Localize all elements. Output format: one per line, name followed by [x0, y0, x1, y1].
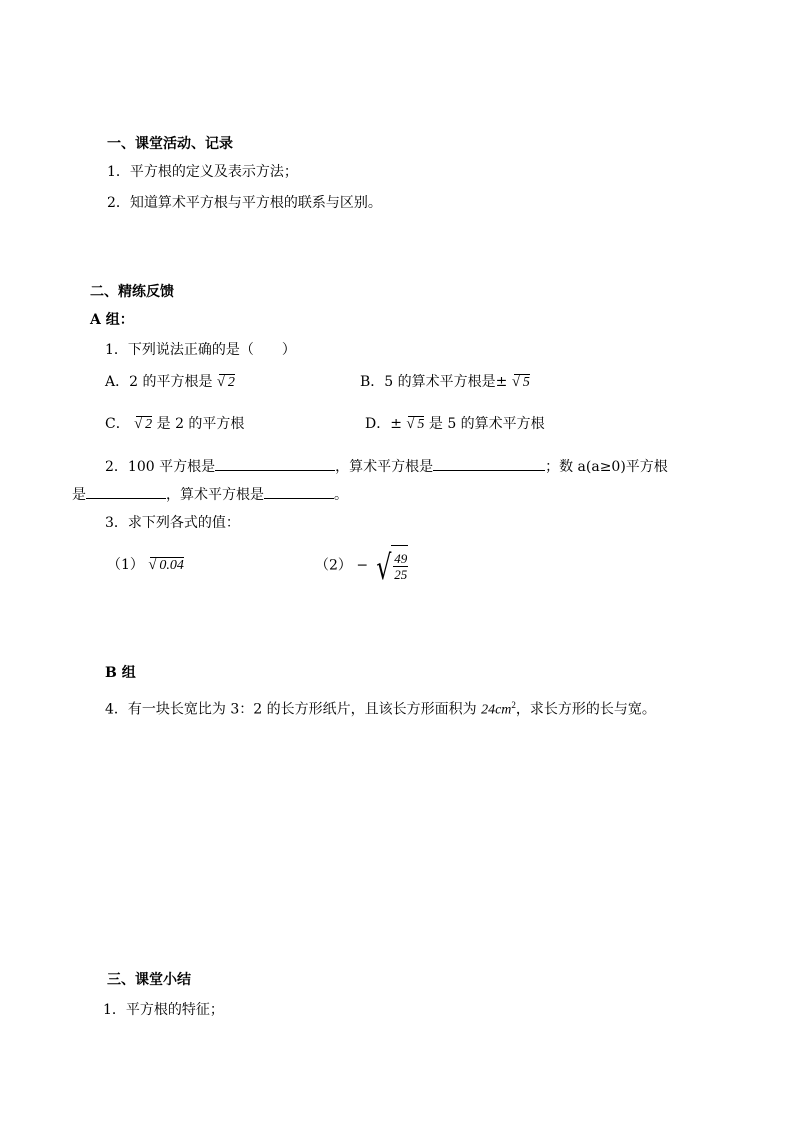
question-2-line-2 — [72, 484, 348, 505]
group-a-label: A 组： — [90, 312, 134, 328]
q4-prefix: 4．有一块长宽比为 3：2 的长方形纸片，且该长方形面积为 — [105, 701, 482, 718]
q2-part-6: 。 — [334, 487, 348, 503]
fraction-denominator: 25 — [394, 566, 408, 582]
answer-blank-2[interactable] — [433, 456, 545, 471]
fraction-numerator: 49 — [394, 550, 408, 566]
option-c-radical: √ 2 — [136, 416, 152, 433]
q3-part-1 — [107, 555, 184, 575]
section-3-item-1: 1．平方根的特征； — [103, 1002, 224, 1018]
option-b-text: B．5 的算术平方根是± — [360, 374, 508, 390]
q2-part-1: 2．100 平方根是 — [105, 459, 216, 475]
section-1-item-2: 2．知道算术平方根与平方根的联系与区别。 — [107, 195, 382, 211]
q4-value: 24 — [481, 702, 496, 718]
q3-part-2 — [315, 545, 408, 586]
q4-suffix: ，求长方形的长与宽。 — [515, 701, 656, 718]
section-1-title: 一、课堂活动、记录 — [107, 136, 233, 152]
q2-part-5: ，算术平方根是 — [166, 487, 264, 503]
q3-part-2-radical — [373, 545, 409, 586]
radical-sign-icon: √ — [375, 548, 391, 588]
section-3-title: 三、课堂小结 — [107, 972, 191, 988]
section-1-item-1: 1．平方根的定义及表示方法； — [107, 164, 298, 180]
option-a-text: A．2 的平方根是 — [105, 374, 213, 390]
option-d-radical: √ 5 — [408, 416, 424, 433]
option-d — [365, 414, 545, 434]
option-a — [105, 372, 235, 392]
q4-exponent: 2 — [511, 700, 516, 710]
option-a-radical: √ 2 — [219, 374, 235, 391]
option-d-text: 是 5 的算术平方根 — [428, 416, 545, 432]
option-c-text: 是 2 的平方根 — [156, 416, 245, 432]
answer-blank-1[interactable] — [215, 456, 335, 471]
q3-part-1-radical: √ 0.04 — [150, 557, 184, 574]
q2-part-2: ，算术平方根是 — [335, 459, 434, 475]
answer-blank-3[interactable] — [86, 484, 166, 499]
question-4 — [105, 695, 656, 721]
section-2-title: 二、精练反馈 — [90, 284, 174, 300]
option-c — [105, 414, 244, 434]
question-2-line-1 — [105, 456, 668, 477]
answer-blank-4[interactable] — [264, 484, 334, 499]
question-3-stem: 3．求下列各式的值： — [105, 515, 240, 531]
option-b-radical: √ 5 — [514, 374, 530, 391]
question-1-stem: 1．下列说法正确的是（ ） — [105, 342, 296, 358]
q3-fraction — [393, 551, 408, 582]
q3-part-2-label: （2） — [315, 557, 352, 574]
option-b — [360, 372, 530, 392]
q2-part-3: ；数 a(a≥0)平方根 — [545, 459, 668, 475]
option-d-label: D．± — [365, 416, 402, 432]
option-c-label: C． — [105, 416, 130, 432]
q3-part-2-sign: − — [356, 557, 369, 574]
group-b-label: B 组 — [105, 665, 136, 681]
q3-part-1-label: （1） — [107, 557, 144, 573]
q2-part-4: 是 — [72, 487, 86, 503]
q4-unit: cm — [495, 702, 512, 718]
